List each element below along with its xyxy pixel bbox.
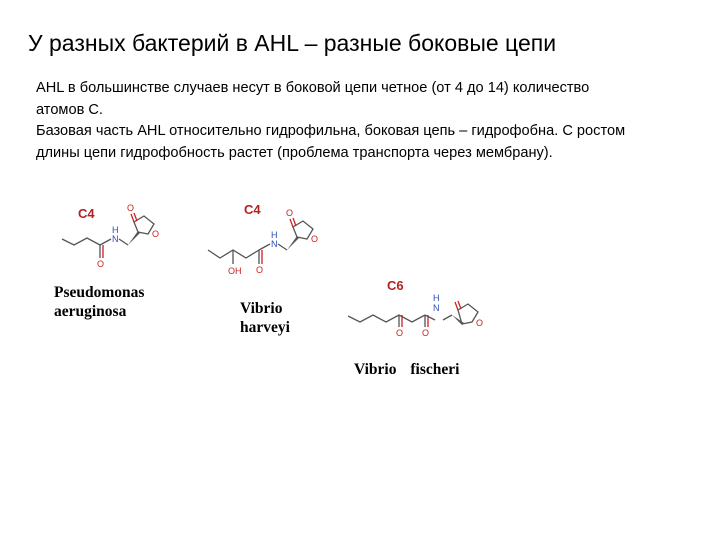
chain-length-label: C4 [244,202,261,217]
species-line-1: Vibrio [240,300,283,317]
slide-body [36,78,636,164]
ring-oxygen-atom: O [152,229,160,239]
slide-title: У разных бактерий в AHL – разные боковые цепи [28,30,557,56]
species-name [240,299,290,337]
chain-length-label: C4 [78,206,95,221]
species-epithet: fischeri [410,361,460,378]
paragraph-chain-length: AHL в большинстве случаев несут в боковой цепи четное (от 4 до 14) количество атомов С. [36,80,590,118]
nitrogen-atom: N [433,303,440,313]
species-line-2: aeruginosa [54,303,127,320]
structure-c4-pseudomonas [60,203,170,282]
ring-oxygen-atom: O [311,234,319,244]
species-line-1: Pseudomonas [54,284,145,301]
ring-oxygen-atom: O [476,318,484,328]
oxygen-atom: O [396,328,404,338]
species-name [354,360,459,379]
oxygen-atom: O [127,203,135,213]
hydroxyl-group: OH [228,266,242,276]
chain-length-label: C6 [387,278,404,293]
oxygen-atom: O [97,259,105,269]
hydrogen-atom: H [271,230,278,240]
oxygen-atom: O [286,208,294,218]
species-line-2: harveyi [240,319,290,336]
nitrogen-atom: N [112,234,119,244]
hydrogen-atom: H [433,293,440,303]
oxygen-atom: O [256,265,264,275]
oxygen-atom: O [422,328,430,338]
paragraph-hydrophobicity: Базовая часть AHL относительно гидрофильна, боковая цепь – гидрофобна. С ростом длины цепи гидрофобность растет (проблема транспорта через мембрану). [36,123,626,161]
species-genus: Vibrio [354,361,397,378]
hydrogen-atom: H [112,225,119,235]
structure-c6-vibrio-fischeri [346,292,496,352]
species-name [54,283,144,321]
nitrogen-atom: N [271,239,278,249]
